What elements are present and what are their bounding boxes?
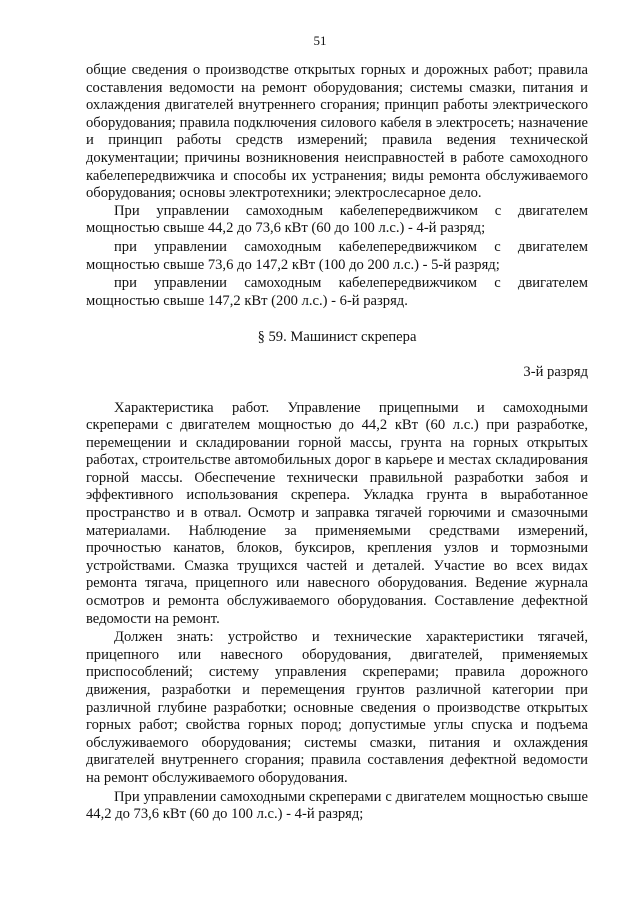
grade-6-paragraph: при управлении самоходным кабелепередвижчиком с двигателем мощностью свыше 147,2 кВт (200 л.с.) - 6-й разряд.: [86, 275, 588, 309]
grade-4-paragraph: При управлении самоходным кабелепередвижчиком с двигателем мощностью свыше 44,2 до 73,6 кВт (60 до 100 л.с.) - 4-й разряд;: [86, 202, 588, 237]
must-know-paragraph: Должен знать: устройство и технические характеристики тягачей, прицепного или навесного оборудования, двигателей, применяемых приспособлений; систему управления скреперами; правила дорожного движения, разработки и перемещения грунтов различной категории при различной глубине разработки; основные сведения о производстве открытых горных работ; свойства горных пород; допустимые углы спуска и подъема обслуживаемого оборудования; системы смазки, питания и охлаждения двигателей внутреннего сгорания; правила составления дефектной ведомости на ремонт обслуживаемого оборудования.: [86, 629, 588, 786]
intro-continuation-paragraph: общие сведения о производстве открытых горных и дорожных работ; правила составления ведомости на ремонт оборудования; системы смазки, питания и охлаждения двигателей внутреннего сгорания; принцип работы электрического оборудования; правила подключения силового кабеля в электросеть; назначение и принцип работы средств измерений; правила ведения технической документации; причины возникновения неисправностей в работе самоходного кабелепередвижчика и способы их устранения; виды ремонта обслуживаемого оборудования; основы электротехники; электрослесарное дело.: [86, 62, 588, 202]
final-grade-paragraph: При управлении самоходными скреперами с двигателем мощностью свыше 44,2 до 73,6 кВт (60 до 100 л.с.) - 4-й разряд;: [86, 788, 588, 823]
document-body: [86, 62, 588, 824]
section-title: § 59. Машинист скрепера: [257, 329, 417, 346]
section-grade: 3-й разряд: [523, 363, 588, 380]
grade-5-paragraph: при управлении самоходным кабелепередвижчиком с двигателем мощностью свыше 73,6 до 147,2 кВт (100 до 200 л.с.) - 5-й разряд;: [86, 238, 588, 273]
page-number: 51: [313, 33, 327, 48]
characteristics-paragraph: Характеристика работ. Управление прицепными и самоходными скреперами с двигателем мощностью до 44,2 кВт (60 л.с.) при разработке, перемещении и складировании горной массы, грунта на горных открытых работах, строительстве автомобильных дорог в карьере и местах складирования горной массы. Обеспечение технически правильной разработки забоя и эффективного использования скрепера. Укладка грунта в выработанное пространство и в отвал. Осмотр и заправка тягачей горючими и смазочными материалами. Наблюдение за применяемыми средствами измерений, прочностью канатов, блоков, буксиров, крепления узлов и тормозными устройствами. Смазка трущихся частей и деталей. Участие во всех видах ремонта тягача, прицепного или навесного оборудования. Ведение журнала осмотров и ремонта обслуживаемого оборудования. Составление дефектной ведомости на ремонт.: [86, 399, 588, 627]
